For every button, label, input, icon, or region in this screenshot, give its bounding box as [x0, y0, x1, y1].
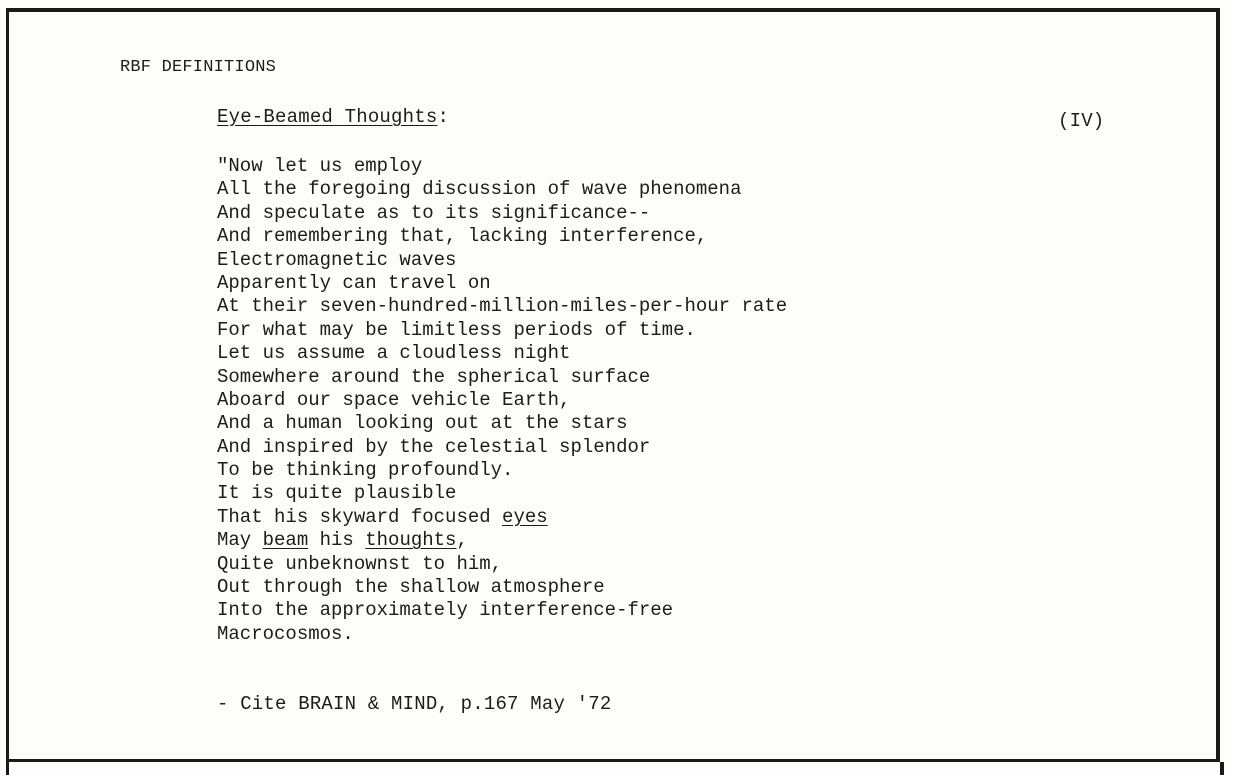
poem-line: Quite unbeknownst to him,: [217, 552, 503, 575]
poem-line: All the foregoing discussion of wave phenomena: [217, 178, 742, 201]
poem-line: Apparently can travel on: [217, 271, 491, 294]
poem-line: And inspired by the celestial splendor: [217, 435, 651, 458]
poem-line-text: May: [217, 529, 263, 552]
poem-line-text: his: [308, 529, 366, 552]
poem-line: And remembering that, lacking interference,: [217, 225, 708, 248]
poem-line: Out through the shallow atmosphere: [217, 576, 605, 599]
poem-line: Let us assume a cloudless night: [217, 342, 571, 365]
poem-line: Electromagnetic waves: [217, 248, 457, 271]
poem-line: For what may be limitless periods of time.: [217, 318, 696, 341]
page-border-continuation: [6, 762, 1224, 775]
poem-line: To be thinking profoundly.: [217, 459, 514, 482]
document-heading: RBF DEFINITIONS: [120, 58, 277, 77]
poem-line: Aboard our space vehicle Earth,: [217, 388, 571, 411]
definition-title-colon: :: [437, 106, 450, 128]
definition-title-text: Eye-Beamed Thoughts: [217, 106, 438, 128]
poem-line: "Now let us employ: [217, 155, 423, 177]
definition-title: [217, 106, 449, 128]
poem-line-text: That his skyward focused: [217, 505, 503, 528]
poem-line-beam: [217, 529, 787, 552]
section-number: (IV): [1058, 110, 1105, 132]
underlined-word-thoughts: thoughts: [365, 529, 457, 552]
poem-line: And speculate as to its significance--: [217, 201, 651, 224]
poem-line: And a human looking out at the stars: [217, 412, 628, 435]
underlined-word-beam: beam: [262, 529, 309, 552]
poem-line: It is quite plausible: [217, 482, 457, 505]
poem-line: Somewhere around the spherical surface: [217, 365, 651, 388]
poem-line: At their seven-hundred-million-miles-per-hour rate: [217, 295, 788, 318]
poem-line-text: ,: [456, 529, 468, 552]
poem-line-eyes: [217, 506, 787, 529]
citation: - Cite BRAIN & MIND, p.167 May '72: [217, 693, 612, 715]
underlined-word-eyes: eyes: [502, 505, 548, 528]
poem: [217, 155, 787, 646]
poem-line: Macrocosmos.: [217, 622, 354, 645]
poem-line: Into the approximately interference-free: [217, 599, 674, 622]
